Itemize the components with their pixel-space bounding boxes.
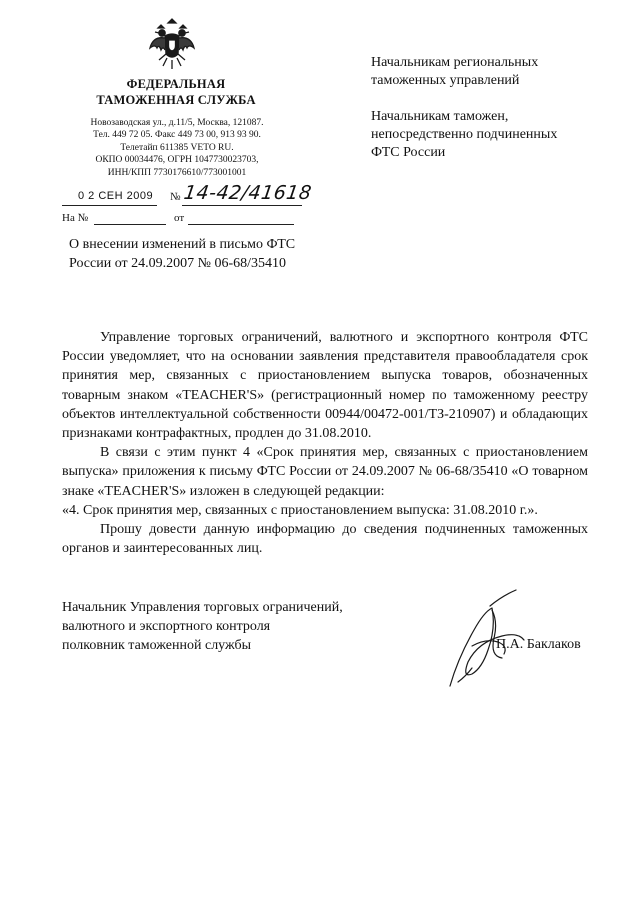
position-line: полковник таможенной службы <box>62 638 252 653</box>
org-name <box>60 76 292 108</box>
subject-line: России от 24.09.2007 № 06-68/35410 <box>69 256 287 271</box>
letter-body <box>62 328 588 558</box>
recipient-line: непосредственно подчиненных <box>371 127 558 142</box>
org-address <box>62 117 292 179</box>
position-line: валютного и экспортного контроля <box>62 619 271 634</box>
org-name-line2: ТАМОЖЕННАЯ СЛУЖБА <box>96 93 256 107</box>
body-paragraph-quote: «4. Срок принятия мер, связанных с приостановлением выпуска: 31.08.2010 г.». <box>62 502 538 518</box>
recipients <box>371 54 621 180</box>
body-paragraph: Прошу довести данную информацию до сведения подчиненных таможенных органов и заинтересованных лиц. <box>62 522 588 557</box>
registration-number: 14-42/41618 <box>182 182 314 204</box>
ref-from-label: от <box>174 212 185 224</box>
registration-date-stamp: 0 2 СЕН 2009 <box>78 190 154 202</box>
recipient-line: Начальникам таможен, <box>371 109 509 124</box>
ref-number-blank <box>94 224 166 225</box>
number-underline <box>182 205 302 206</box>
signer-name: П.А. Баклаков <box>496 637 581 652</box>
address-line: Новозаводская ул., д.11/5, Москва, 121087. <box>90 118 264 128</box>
letter-subject <box>69 235 339 273</box>
address-line: ИНН/КПП 7730176610/773001001 <box>107 167 247 178</box>
recipient-block-customs <box>371 108 621 162</box>
signatory-position <box>62 598 382 655</box>
body-paragraph: Управление торговых ограничений, валютного и экспортного контроля ФТС России уведомляет, что на основании заявления представителя правообладателя срок принятия мер, связанных с приостановлением выпуска товаров, обозначенных товарным знаком «TEACHER'S» (регистрационный номер по таможенному реестру объектов интеллектуальной собственности 00944/00472-001/ТЗ-210907) и обладающих признаками контрафактных, продлен до 31.08.2010. <box>62 330 588 442</box>
registration-row <box>62 182 314 210</box>
emblem-icon <box>147 18 197 74</box>
recipient-block-regional <box>371 54 621 90</box>
position-line: Начальник Управления торговых ограничений, <box>62 600 343 615</box>
address-line: Телетайп 611385 VETO RU. <box>120 142 234 153</box>
ref-number-label: На № <box>62 212 89 224</box>
reference-row <box>62 212 302 230</box>
recipient-line: ФТС России <box>371 145 446 160</box>
org-name-line1: ФЕДЕРАЛЬНАЯ <box>126 77 226 91</box>
date-underline <box>62 205 157 206</box>
body-paragraph: В связи с этим пункт 4 «Срок принятия мер, связанных с приостановлением выпуска» приложения к письму ФТС России от 24.09.2007 № 06-68/35410 «О товарном знаке «TEACHER'S» изложен в следующей редакции: <box>62 445 588 499</box>
number-label: № <box>170 191 181 203</box>
subject-line: О внесении изменений в письмо ФТС <box>69 237 296 252</box>
ref-date-blank <box>188 224 294 225</box>
recipient-line: Начальникам региональных <box>371 55 539 70</box>
recipient-line: таможенных управлений <box>371 73 520 88</box>
address-line: ОКПО 00034476, ОГРН 1047730023703, <box>95 155 259 166</box>
address-line: Тел. 449 72 05. Факс 449 73 00, 913 93 90. <box>93 130 261 141</box>
